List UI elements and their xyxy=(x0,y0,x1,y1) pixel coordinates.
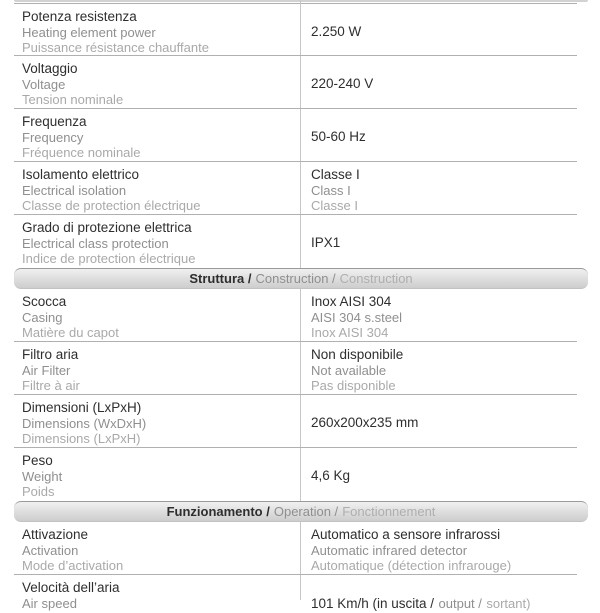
row-label xyxy=(14,448,300,501)
row-value xyxy=(300,522,577,574)
row-value xyxy=(300,395,577,447)
label-fr: Filtre à air xyxy=(22,378,80,393)
value-part-en: output / xyxy=(438,596,482,611)
table-row-dimensions xyxy=(14,395,577,448)
label-it: Voltaggio xyxy=(22,61,78,76)
value-text: 50-60 Hz xyxy=(311,129,366,144)
label-fr: Tension nominale xyxy=(22,92,124,107)
label-en: Casing xyxy=(22,309,63,325)
label-en: Air speed xyxy=(22,595,77,611)
label-en: Frequency xyxy=(22,129,84,145)
section-header-operation xyxy=(14,501,588,522)
label-fr: Classe de protection électrique xyxy=(22,198,201,213)
row-label xyxy=(14,109,300,161)
label-it: Scocca xyxy=(22,294,67,309)
section-title-fr: Construction xyxy=(339,271,413,286)
label-en: Electrical isolation xyxy=(22,182,127,198)
row-value xyxy=(300,575,577,611)
label-en: Heating element power xyxy=(22,24,156,40)
value-en: AISI 304 s.steel xyxy=(311,309,403,325)
row-value xyxy=(300,4,577,55)
table-row-air-filter xyxy=(14,342,577,395)
value-part-fr: sortant) xyxy=(486,596,531,611)
label-en: Voltage xyxy=(22,76,66,92)
value-en: Class I xyxy=(311,182,351,198)
label-fr: Mode d’activation xyxy=(22,558,124,573)
row-value xyxy=(300,448,577,501)
label-en: Air Filter xyxy=(22,362,71,378)
row-label xyxy=(14,522,300,574)
label-fr: Indice de protection électrique xyxy=(22,251,196,266)
value-text: 4,6 Kg xyxy=(311,468,351,483)
value-en: Automatic infrared detector xyxy=(311,542,468,558)
row-value xyxy=(300,215,577,268)
section-title-en: Construction / xyxy=(255,271,336,286)
label-it: Peso xyxy=(22,453,53,468)
value-it: Automatico a sensore infrarossi xyxy=(311,527,501,542)
section-title-fr: Fonctionnement xyxy=(342,504,436,519)
value-text: 260x200x235 mm xyxy=(311,415,419,430)
table-row-casing xyxy=(14,289,577,342)
label-it: Frequenza xyxy=(22,114,87,129)
label-it: Dimensioni (LxPxH) xyxy=(22,400,142,415)
value-en: Not available xyxy=(311,362,387,378)
row-label xyxy=(14,162,300,214)
table-row-electrical-protection xyxy=(14,215,577,268)
label-it: Attivazione xyxy=(22,527,89,542)
label-fr: Poids xyxy=(22,484,55,499)
label-fr: Puissance résistance chauffante xyxy=(22,40,209,55)
value-it: Non disponibile xyxy=(311,347,404,362)
section-header-structure xyxy=(14,268,588,289)
value-fr: Classe I xyxy=(311,198,358,213)
value-fr: Automatique (détection infrarouge) xyxy=(311,558,512,573)
row-label xyxy=(14,575,300,611)
label-en: Electrical class protection xyxy=(22,235,169,251)
label-it: Velocità dell’aria xyxy=(22,580,120,595)
label-fr: Dimensions (LxPxH) xyxy=(22,431,141,446)
section-title-it: Funzionamento / xyxy=(166,504,270,519)
label-en: Weight xyxy=(22,468,63,484)
value-fr: Pas disponible xyxy=(311,378,396,393)
label-it: Potenza resistenza xyxy=(22,9,137,24)
value-it: Inox AISI 304 xyxy=(311,294,392,309)
row-label xyxy=(14,56,300,108)
table-row-heating-power xyxy=(14,3,577,56)
row-label xyxy=(14,342,300,394)
table-row-voltage xyxy=(14,56,577,109)
row-value xyxy=(300,342,577,394)
row-value xyxy=(300,109,577,161)
table-row-activation xyxy=(14,522,577,575)
label-it: Isolamento elettrico xyxy=(22,167,140,182)
label-en: Activation xyxy=(22,542,79,558)
label-en: Dimensions (WxDxH) xyxy=(22,415,147,431)
label-fr: Matière du capot xyxy=(22,325,119,340)
table-row-weight xyxy=(14,448,577,501)
value-text: IPX1 xyxy=(311,235,341,250)
row-value xyxy=(300,56,577,108)
row-label xyxy=(14,215,300,268)
table-row-electrical-insulation xyxy=(14,162,577,215)
value-it: Classe I xyxy=(311,167,360,182)
value-fr: Inox AISI 304 xyxy=(311,325,389,340)
label-it: Grado di protezione elettrica xyxy=(22,220,192,235)
table-row-frequency xyxy=(14,109,577,162)
column-divider xyxy=(300,0,301,4)
table-row-air-speed xyxy=(14,575,577,611)
value-part-it: 101 Km/h (in uscita / xyxy=(311,596,435,611)
label-it: Filtro aria xyxy=(22,347,79,362)
value-text: 220-240 V xyxy=(311,76,374,91)
section-title-en: Operation / xyxy=(273,504,339,519)
row-value xyxy=(300,162,577,214)
row-label xyxy=(14,289,300,341)
row-label xyxy=(14,4,300,55)
row-label xyxy=(14,395,300,447)
value-text: 2.250 W xyxy=(311,24,362,39)
section-title-it: Struttura / xyxy=(189,271,252,286)
label-fr: Fréquence nominale xyxy=(22,145,141,160)
previous-section-bar-remnant xyxy=(14,0,588,2)
row-value xyxy=(300,289,577,341)
